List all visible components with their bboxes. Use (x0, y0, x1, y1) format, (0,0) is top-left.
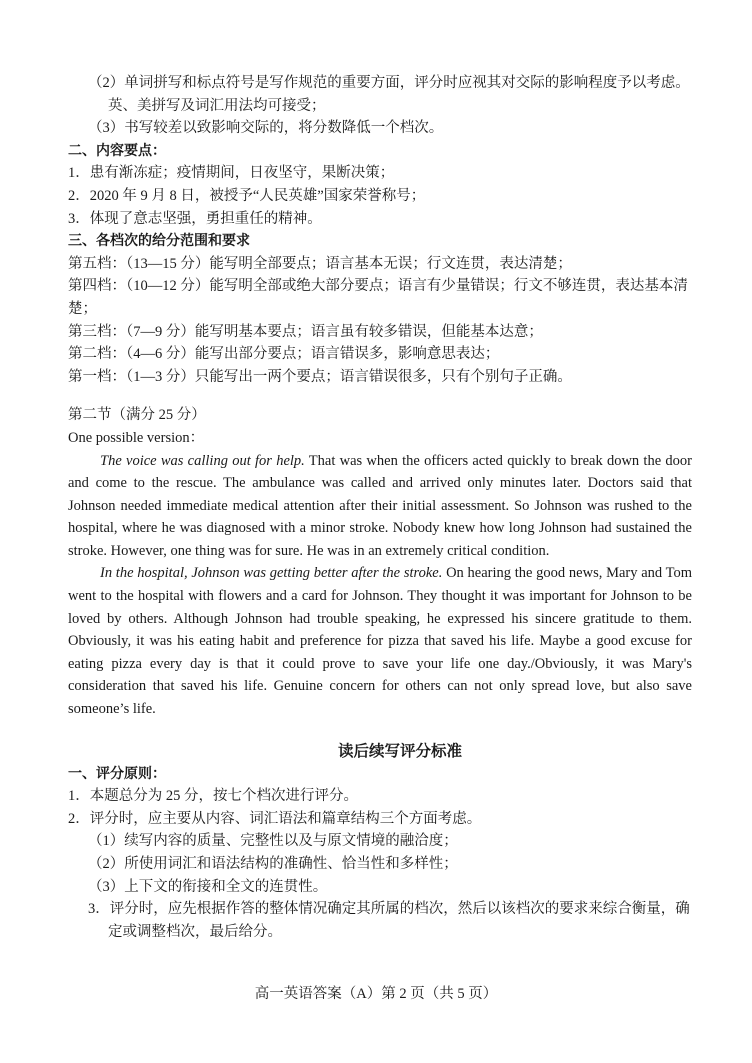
grade-5: 第五档：（13—15 分）能写明全部要点；语言基本无误；行文连贯，表达清楚； (68, 255, 572, 272)
rubric-subitem-2: （2）所使用词汇和语法结构的准确性、恰当性和多样性； (88, 856, 458, 872)
rubric-title: 读后续写评分标准 (337, 741, 462, 760)
page-footer: 高一英语答案（A）第 2 页（共 5 页） (254, 986, 498, 1002)
grade-2: 第二档：（4—6 分）能写出部分要点；语言错误多，影响意思表达； (68, 346, 500, 363)
rule-item-2: （2）单词拼写和标点符号是写作规范的重要方面，评分时应视其对交际的影响程度予以考虑。英、美拼写及词汇用法均可接受； (88, 75, 690, 114)
grade-3: 第三档：（7—9 分）能写明基本要点；语言虽有较多错误，但能基本达意； (68, 323, 543, 340)
rubric-subitem-1: （1）续写内容的质量、完整性以及与原文情境的融洽度； (88, 833, 458, 850)
content-point-3: 3．体现了意志坚强，勇担重任的精神。 (68, 210, 322, 227)
content-points-heading: 二、内容要点： (68, 142, 166, 159)
rubric-subitem-3: （3）上下文的衔接和全文的连贯性。 (88, 878, 328, 895)
paragraph-1-lead: The voice was calling out for help. (100, 452, 305, 469)
rubric-item-2: 2．评分时，应主要从内容、词汇语法和篇章结构三个方面考虑。 (68, 810, 482, 827)
rubric-item-1: 1．本题总分为 25 分，按七个档次进行评分。 (68, 788, 358, 805)
grades-heading: 三、各档次的给分范围和要求 (68, 233, 250, 250)
spacer (68, 721, 692, 735)
spacer (68, 388, 692, 404)
paragraph-2-body: On hearing the good news, Mary and Tom went to the hospital with flowers and a card for Johnson. They thought it was important for Johnson to be loved by others. Although Johnson had trouble speaking, he expressed his sincere gratitude to them. Obviously, it was his eating habit and preference for pizza that saved his life. Maybe a good excuse for eating pizza every day is that it could prove to save your life one day./Obviously, it was Mary's consideration that saved his life. Genuine concern for others can not only spread love, but also save someone’s life. (68, 565, 692, 718)
essay-paragraph-1 (68, 450, 692, 563)
paragraph-1-body: That was when the officers acted quickly to break down the door and come to the rescue. The ambulance was called and arrived only minutes later. Doctors said that Johnson needed immediate medical attention after their initial assessment. So Johnson was rushed to the hospital, where he was diagnosed with a minor stroke. Nobody knew how long Johnson had sustained the stroke. However, one thing was for sure. He was in an extremely critical condition. (68, 452, 692, 559)
essay-paragraph-2 (68, 562, 692, 720)
rubric-item-3: 3．评分时，应先根据作答的整体情况确定其所属的档次，然后以该档次的要求来综合衡量，确定或调整档次，最后给分。 (88, 901, 690, 940)
grade-4: 第四档：（10—12 分）能写明全部或绝大部分要点；语言有少量错误；行文不够连贯，表达基本清楚； (68, 278, 688, 317)
version-label: One possible version： (68, 429, 205, 446)
content-point-2: 2．2020 年 9 月 8 日，被授予“人民英雄”国家荣誉称号； (68, 187, 426, 204)
section2-heading: 第二节（满分 25 分） (68, 407, 206, 424)
grade-1: 第一档：（1—3 分）只能写出一两个要点；语言错误很多，只有个别句子正确。 (68, 368, 572, 385)
rubric-heading: 一、评分原则： (68, 765, 166, 782)
paragraph-2-lead: In the hospital, Johnson was getting better after the stroke. (100, 565, 443, 582)
rule-item-3: （3）书写较差以致影响交际的，将分数降低一个档次。 (88, 120, 444, 137)
document-page (68, 72, 692, 943)
content-point-1: 1．患有渐冻症；疫情期间，日夜坚守，果断决策； (68, 165, 395, 182)
